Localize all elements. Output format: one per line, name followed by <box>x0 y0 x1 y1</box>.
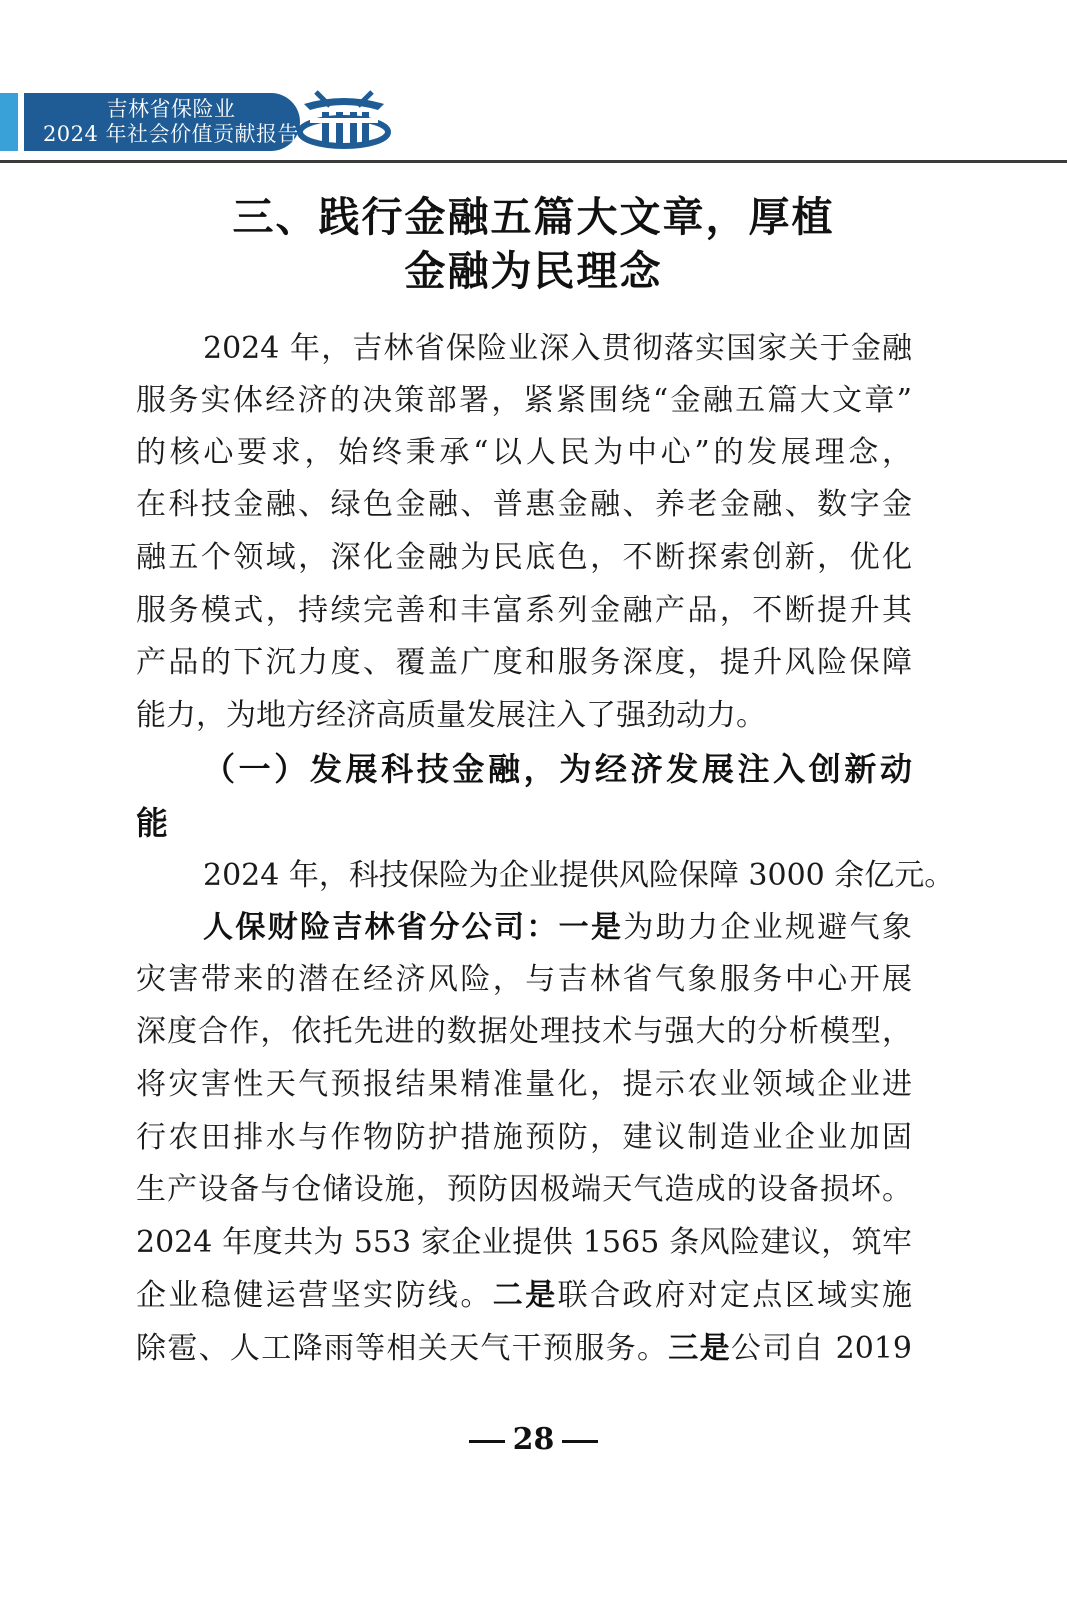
report-header-title <box>40 97 302 147</box>
company-line-second <box>136 1270 912 1322</box>
intro-line: 能力，为地方经济高质量发展注入了强劲动力。 <box>136 698 766 733</box>
page-number <box>0 1422 1067 1457</box>
company-line: 深度合作，依托先进的数据处理技术与强大的分析模型， <box>136 1014 912 1049</box>
intro-line: 产品的下沉力度、覆盖广度和服务深度，提升风险保障 <box>136 645 912 680</box>
header-rule <box>0 160 1067 163</box>
third-text: 公司自 2019 <box>730 1331 913 1366</box>
company-line: 行农田排水与作物防护措施预防，建议制造业企业加固 <box>136 1120 912 1155</box>
company-line: 2024 年度共为 553 家企业提供 1565 条风险建议，筑牢 <box>136 1225 912 1260</box>
header-line-2: 2024 年社会价值贡献报告 <box>42 122 300 146</box>
second-text: 联合政府对定点区域实施 <box>557 1278 913 1313</box>
company-line: 将灾害性天气预报结果精准量化，提示农业领域企业进 <box>136 1067 912 1102</box>
second-pre: 企业稳健运营坚实防线。 <box>136 1278 493 1313</box>
section-title <box>0 190 1067 298</box>
header-band-edge <box>0 93 18 151</box>
page-number-value: 28 <box>512 1422 555 1457</box>
company-line-1 <box>203 902 912 954</box>
third-pre: 除雹、人工降雨等相关天气干预服务。 <box>136 1331 669 1366</box>
dash-right <box>562 1440 598 1443</box>
intro-line: 服务模式，持续完善和丰富系列金融产品，不断提升其 <box>136 593 912 628</box>
subheading-line-2: 能 <box>136 804 169 842</box>
section-title-line-2: 金融为民理念 <box>404 247 663 295</box>
company-line: 生产设备与仓储设施，预防因极端天气造成的设备损坏。 <box>136 1172 912 1207</box>
second-marker: 二是 <box>492 1278 558 1313</box>
intro-line: 服务实体经济的决策部署，紧紧围绕“金融五篇大文章” <box>136 383 912 418</box>
intro-line: 在科技金融、绿色金融、普惠金融、养老金融、数字金 <box>136 487 912 522</box>
company-line-third <box>136 1323 912 1375</box>
first-text: 为助力企业规避气象 <box>623 910 913 945</box>
intro-line: 2024 年，吉林省保险业深入贯彻落实国家关于金融 <box>203 331 912 366</box>
first-marker: 一是 <box>558 910 624 945</box>
subheading-line-1: （一）发展科技金融，为经济发展注入创新动 <box>203 750 912 788</box>
intro-line: 融五个领域，深化金融为民底色，不断探索创新，优化 <box>136 540 912 575</box>
third-marker: 三是 <box>668 1331 731 1366</box>
dash-left <box>469 1440 505 1443</box>
header-band-gap <box>18 93 24 151</box>
intro-line: 的核心要求，始终秉承“以人民为中心”的发展理念， <box>136 435 912 470</box>
summary-line: 2024 年，科技保险为企业提供风险保障 3000 余亿元。 <box>203 858 955 893</box>
company-name: 人保财险吉林省分公司： <box>203 910 559 945</box>
section-title-line-1: 三、践行金融五篇大文章，厚植 <box>232 193 835 241</box>
header-line-1: 吉林省保险业 <box>106 97 236 121</box>
company-line: 灾害带来的潜在经济风险，与吉林省气象服务中心开展 <box>136 962 912 997</box>
pavilion-logo-icon <box>296 82 392 158</box>
